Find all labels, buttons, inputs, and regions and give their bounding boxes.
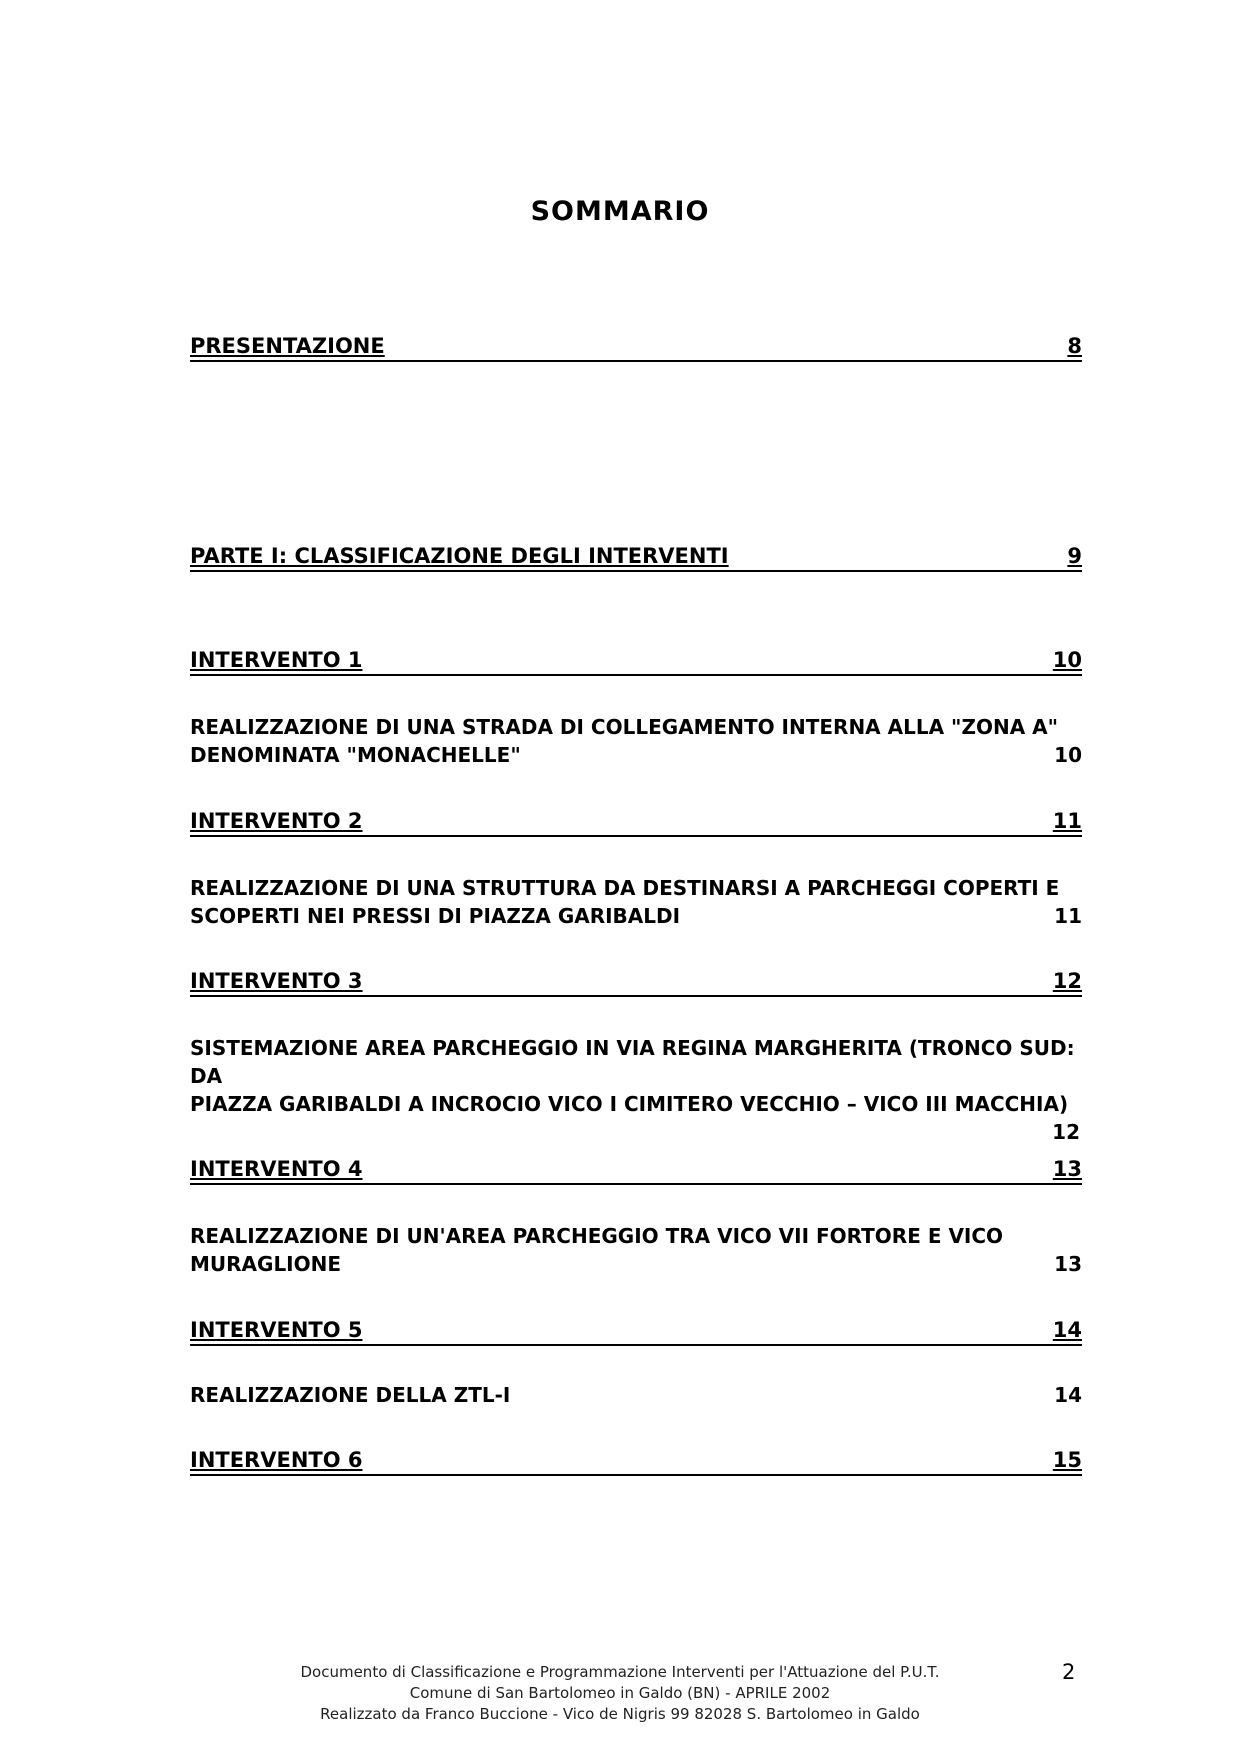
toc-subentry-intervento-5[interactable] xyxy=(190,1381,1082,1409)
toc-entry-parte-i[interactable] xyxy=(190,542,1082,572)
toc-entry-intervento-6[interactable] xyxy=(190,1446,1082,1476)
toc-entry-page: 12 xyxy=(1052,969,1082,993)
page-title: SOMMARIO xyxy=(530,196,710,227)
toc-subentry-line2: MURAGLIONE xyxy=(190,1252,342,1276)
toc-subentry-intervento-1[interactable] xyxy=(190,713,1082,769)
toc-subentry-line1: REALIZZAZIONE DI UN'AREA PARCHEGGIO TRA VICO VII FORTORE E VICO xyxy=(190,1224,1004,1248)
toc-entry-label: INTERVENTO 2 xyxy=(190,809,363,833)
toc-subentry-page: 12 xyxy=(1052,1120,1080,1144)
toc-subentry-line1: REALIZZAZIONE DI UNA STRADA DI COLLEGAMENTO INTERNA ALLA "ZONA A" xyxy=(190,715,1059,739)
page-number: 2 xyxy=(1062,1660,1076,1684)
toc-entry-label: INTERVENTO 4 xyxy=(190,1157,363,1181)
toc-subentry-line1: REALIZZAZIONE DI UNA STRUTTURA DA DESTINARSI A PARCHEGGI COPERTI E xyxy=(190,876,1060,900)
toc-entry-label: INTERVENTO 5 xyxy=(190,1318,363,1342)
toc-subentry-line1: SISTEMAZIONE AREA PARCHEGGIO IN VIA REGINA MARGHERITA (TRONCO SUD: DA xyxy=(190,1036,1075,1088)
toc-subentry-line2: PIAZZA GARIBALDI A INCROCIO VICO I CIMITERO VECCHIO – VICO III MACCHIA) xyxy=(190,1092,1069,1116)
toc-entry-page: 10 xyxy=(1052,648,1082,672)
toc-entry-page: 8 xyxy=(1067,334,1082,358)
footer-document-title: Documento di Classificazione e Programmazione Interventi per l'Attuazione del P.U.T. xyxy=(300,1663,940,1681)
toc-subentry-page: 10 xyxy=(1054,743,1082,767)
toc-subentry-intervento-4[interactable] xyxy=(190,1222,1082,1278)
toc-entry-page: 15 xyxy=(1052,1448,1082,1472)
toc-entry-page: 11 xyxy=(1052,809,1082,833)
toc-entry-label: INTERVENTO 6 xyxy=(190,1448,363,1472)
page-footer xyxy=(220,1662,1020,1725)
toc-subentry-page: 11 xyxy=(1054,904,1082,928)
toc-entry-intervento-2[interactable] xyxy=(190,807,1082,837)
toc-entry-page: 14 xyxy=(1052,1318,1082,1342)
toc-subentry-intervento-3[interactable] xyxy=(190,1034,1082,1146)
toc-entry-presentazione[interactable] xyxy=(190,332,1082,362)
toc-entry-intervento-5[interactable] xyxy=(190,1316,1082,1346)
toc-subentry-line2: SCOPERTI NEI PRESSI DI PIAZZA GARIBALDI xyxy=(190,904,681,928)
toc-entry-label: PARTE I: CLASSIFICAZIONE DEGLI INTERVENTI xyxy=(190,544,729,568)
toc-entry-intervento-1[interactable] xyxy=(190,646,1082,676)
toc-subentry-line2: DENOMINATA "MONACHELLE" xyxy=(190,743,521,767)
footer-municipality: Comune di San Bartolomeo in Galdo (BN) - APRILE 2002 xyxy=(409,1684,831,1702)
toc-entry-intervento-3[interactable] xyxy=(190,967,1082,997)
toc-subentry-page: 14 xyxy=(1054,1383,1082,1407)
toc-entry-label: INTERVENTO 1 xyxy=(190,648,363,672)
toc-subentry-page: 13 xyxy=(1054,1252,1082,1276)
toc-subentry-line1: REALIZZAZIONE DELLA ZTL-I xyxy=(190,1383,511,1407)
footer-author: Realizzato da Franco Buccione - Vico de Nigris 99 82028 S. Bartolomeo in Galdo xyxy=(320,1705,920,1723)
toc-entry-label: PRESENTAZIONE xyxy=(190,334,385,358)
toc-entry-page: 13 xyxy=(1052,1157,1082,1181)
toc-entry-label: INTERVENTO 3 xyxy=(190,969,363,993)
toc-entry-intervento-4[interactable] xyxy=(190,1155,1082,1185)
toc-entry-page: 9 xyxy=(1067,544,1082,568)
toc-subentry-intervento-2[interactable] xyxy=(190,874,1082,930)
